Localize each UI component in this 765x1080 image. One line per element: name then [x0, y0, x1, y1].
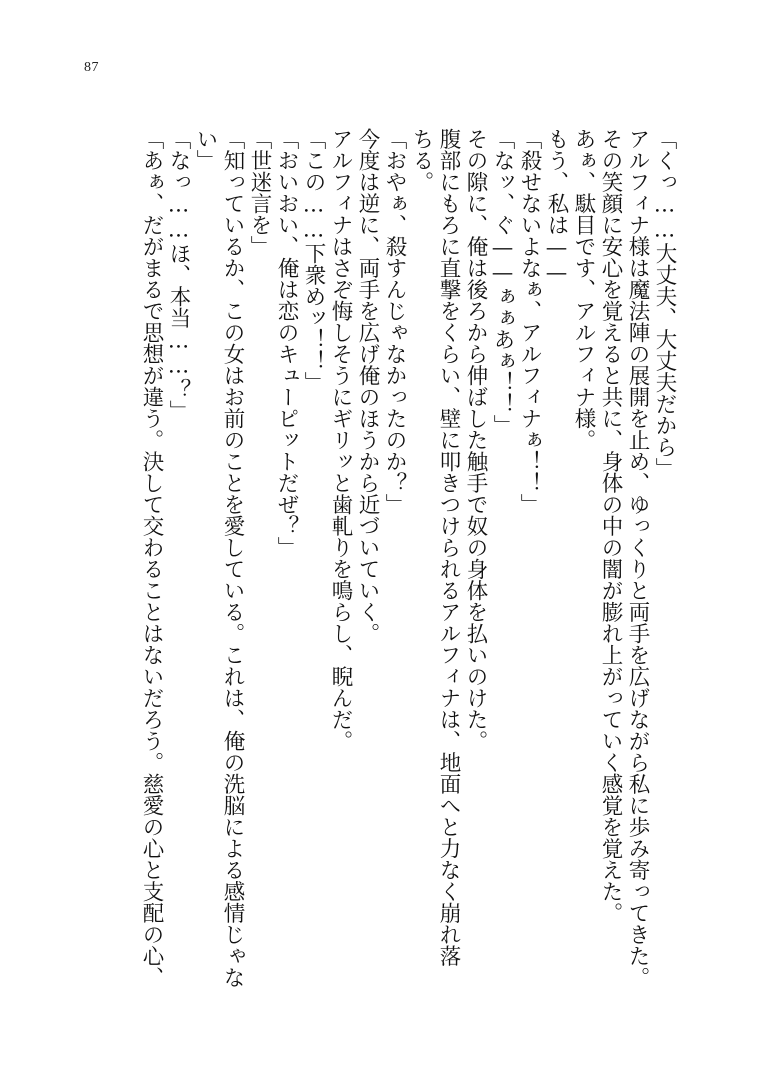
text-line: 「おやぁ、殺すんじゃなかったのか？」: [382, 128, 407, 515]
text-line: 「なッ、ぐ——ぁぁあぁ！！」: [490, 128, 515, 436]
text-line: ちる。: [409, 128, 434, 193]
text-line: 「おいおい、俺は恋のキューピットだぜ？」: [274, 128, 299, 558]
text-line: アルフィナ様は魔法陣の展開を止め、ゆっくりと両手を広げながら私に歩み寄ってきた。: [625, 128, 650, 988]
text-line: 「世迷言を」: [247, 128, 272, 257]
page-number: 87: [84, 60, 99, 75]
text-line: 「この……下衆めッ！！」: [301, 128, 326, 393]
text-line: 「殺せないよなぁ、アルフィナぁ！！」: [517, 128, 542, 515]
text-line: 腹部にもろに直撃をくらい、壁に叩きつけられるアルフィナは、地面へと力なく崩れ落: [436, 128, 461, 967]
text-line: 「くっ……大丈夫、大丈夫だから」: [652, 128, 677, 479]
text-line: あぁ、駄目です、アルフィナ様。: [571, 128, 596, 451]
text-line: もう、私は——: [544, 128, 569, 286]
text-line: い」: [193, 128, 218, 171]
text-line: 「知っているか、この女はお前のことを愛している。これは、俺の洗脳による感情じゃな: [220, 128, 245, 988]
vertical-text-block: [118, 128, 678, 1028]
text-line: アルフィナはさぞ悔しそうにギリッと歯軋りを鳴らし、睨んだ。: [328, 128, 353, 752]
text-line: その笑顔に安心を覚えると共に、身体の中の闇が膨れ上がっていく感覚を覚えた。: [598, 128, 623, 924]
text-line: 「なっ……ほ、本当……？」: [166, 128, 191, 422]
text-line: 今度は逆に、両手を広げ俺のほうから近づいていく。: [355, 128, 380, 644]
text-line: その隙に、俺は後ろから伸ばした触手で奴の身体を払いのけた。: [463, 128, 488, 752]
text-line: 「あぁ、だがまるで思想が違う。決して交わることはないだろう。慈愛の心と支配の心、: [139, 128, 164, 988]
